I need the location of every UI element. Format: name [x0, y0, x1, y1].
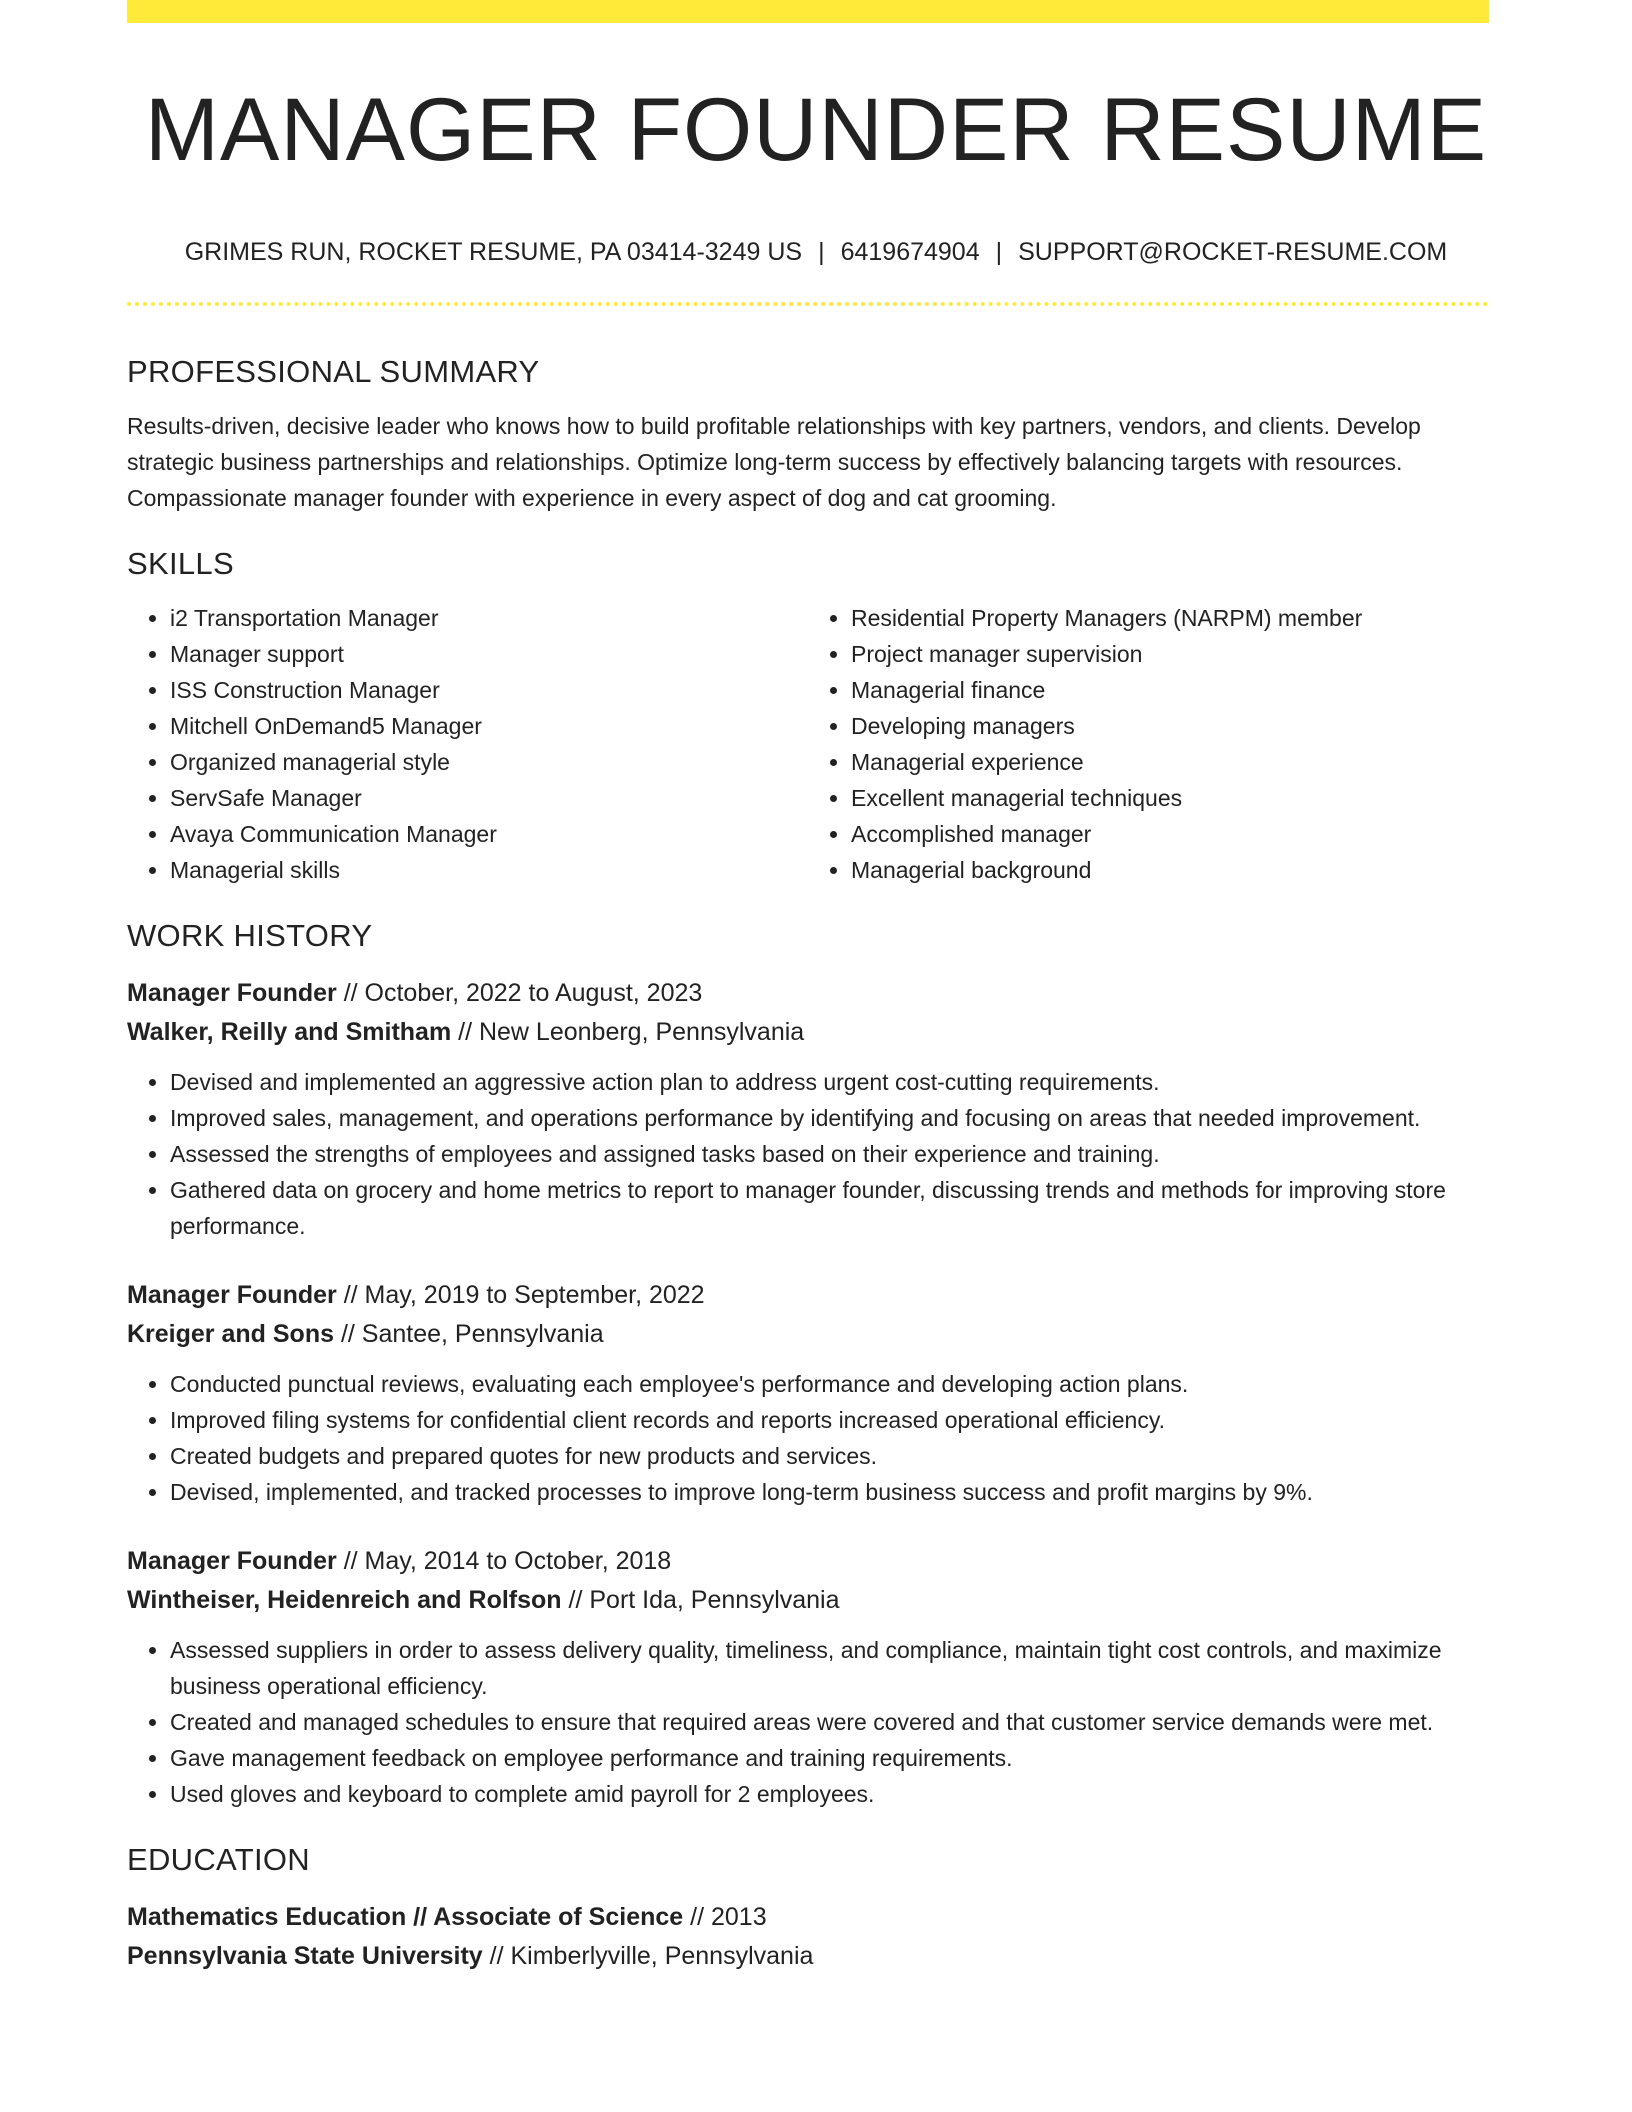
skill-item: • Excellent managerial techniques: [851, 780, 1489, 816]
education-location: // Kimberlyville, Pennsylvania: [482, 1942, 814, 1970]
skills-heading: SKILLS: [127, 546, 234, 581]
skill-item: • Managerial finance: [851, 672, 1489, 708]
job-bullets: [127, 1366, 1489, 1510]
resume-content: [127, 352, 1489, 1976]
work-history-heading: WORK HISTORY: [127, 918, 373, 953]
contact-separator: |: [995, 238, 1003, 266]
contact-phone: 6419674904: [840, 238, 980, 266]
job-bullet: • Conducted punctual reviews, evaluating each employee's performance and developing action plans.: [170, 1366, 1489, 1402]
skill-item: • ISS Construction Manager: [170, 672, 808, 708]
job-bullet: • Used gloves and keyboard to complete amid payroll for 2 employees.: [170, 1776, 1489, 1812]
skills-column-left: [127, 600, 808, 888]
summary-text: Results-driven, decisive leader who knows how to build profitable relationships with key partners, vendors, and clients. Develop strategic business partnerships and relationships. Optimize long-term success by effectively balancing targets with resources. Compassionate manager founder with experience in every aspect of dog and cat grooming.: [127, 413, 1421, 511]
skill-item: • Avaya Communication Manager: [170, 816, 808, 852]
job-title: Manager Founder: [127, 1547, 337, 1575]
education-heading: EDUCATION: [127, 1842, 310, 1877]
skill-item: • Project manager supervision: [851, 636, 1489, 672]
job-dates: // May, 2019 to September, 2022: [336, 1281, 705, 1309]
job-entry: [127, 1542, 1489, 1812]
job-bullet: • Gathered data on grocery and home metrics to report to manager founder, discussing trends and methods for improving store performance.: [170, 1172, 1489, 1244]
job-dates: // May, 2014 to October, 2018: [336, 1547, 672, 1575]
job-bullet: • Gave management feedback on employee performance and training requirements.: [170, 1740, 1489, 1776]
education-degree: Mathematics Education // Associate of Science: [127, 1903, 684, 1931]
job-title-line: [127, 1542, 1489, 1581]
job-bullets: [127, 1064, 1489, 1244]
job-title-line: [127, 1276, 1489, 1315]
job-title: Manager Founder: [127, 979, 337, 1007]
job-entry: [127, 974, 1489, 1244]
job-company: Walker, Reilly and Smitham: [127, 1018, 452, 1046]
job-bullet: • Improved filing systems for confidential client records and reports increased operational efficiency.: [170, 1402, 1489, 1438]
education-school: Pennsylvania State University: [127, 1942, 483, 1970]
job-company: Wintheiser, Heidenreich and Rolfson: [127, 1586, 562, 1614]
contact-address: GRIMES RUN, ROCKET RESUME, PA 03414-3249 US: [184, 238, 803, 266]
dotted-divider: [127, 302, 1489, 306]
job-location: // Port Ida, Pennsylvania: [561, 1586, 840, 1614]
skill-item: • i2 Transportation Manager: [170, 600, 808, 636]
job-bullets: [127, 1632, 1489, 1812]
skill-item: • Organized managerial style: [170, 744, 808, 780]
skill-item: • ServSafe Manager: [170, 780, 808, 816]
skill-item: • Developing managers: [851, 708, 1489, 744]
summary-heading: PROFESSIONAL SUMMARY: [127, 354, 540, 389]
job-title: Manager Founder: [127, 1281, 337, 1309]
contact-separator: |: [818, 238, 825, 266]
skill-item: • Residential Property Managers (NARPM) member: [851, 600, 1489, 636]
contact-email: SUPPORT@ROCKET-RESUME.COM: [1018, 238, 1448, 266]
resume-title: MANAGER FOUNDER RESUME: [144, 79, 1488, 179]
job-location: // New Leonberg, Pennsylvania: [451, 1018, 805, 1046]
skill-item: • Managerial skills: [170, 852, 808, 888]
education-entry: [127, 1898, 1489, 1976]
skill-item: • Manager support: [170, 636, 808, 672]
skill-item: • Mitchell OnDemand5 Manager: [170, 708, 808, 744]
job-company: Kreiger and Sons: [127, 1320, 334, 1348]
job-bullet: • Created and managed schedules to ensure that required areas were covered and that customer service demands were met.: [170, 1704, 1489, 1740]
job-dates: // October, 2022 to August, 2023: [336, 979, 703, 1007]
skills-column-right: [808, 600, 1489, 888]
contact-line: [0, 236, 1632, 268]
education-year: // 2013: [683, 1903, 767, 1931]
education-degree-line: [127, 1898, 1489, 1937]
skills-list: [127, 600, 1489, 888]
job-entry: [127, 1276, 1489, 1510]
skill-item: • Accomplished manager: [851, 816, 1489, 852]
skill-item: • Managerial experience: [851, 744, 1489, 780]
education-school-line: [127, 1937, 1489, 1976]
top-accent-bar: [127, 0, 1489, 23]
job-bullet: • Improved sales, management, and operations performance by identifying and focusing on areas that needed improvement.: [170, 1100, 1489, 1136]
job-bullet: • Created budgets and prepared quotes for new products and services.: [170, 1438, 1489, 1474]
job-bullet: • Devised and implemented an aggressive action plan to address urgent cost-cutting requirements.: [170, 1064, 1489, 1100]
job-bullet: • Assessed suppliers in order to assess delivery quality, timeliness, and compliance, maintain tight cost controls, and maximize business operational efficiency.: [170, 1632, 1489, 1704]
job-company-line: [127, 1013, 1489, 1052]
job-bullet: • Assessed the strengths of employees and assigned tasks based on their experience and training.: [170, 1136, 1489, 1172]
job-bullet: • Devised, implemented, and tracked processes to improve long-term business success and profit margins by 9%.: [170, 1474, 1489, 1510]
job-location: // Santee, Pennsylvania: [334, 1320, 604, 1348]
skill-item: • Managerial background: [851, 852, 1489, 888]
job-title-line: [127, 974, 1489, 1013]
job-company-line: [127, 1315, 1489, 1354]
job-company-line: [127, 1581, 1489, 1620]
